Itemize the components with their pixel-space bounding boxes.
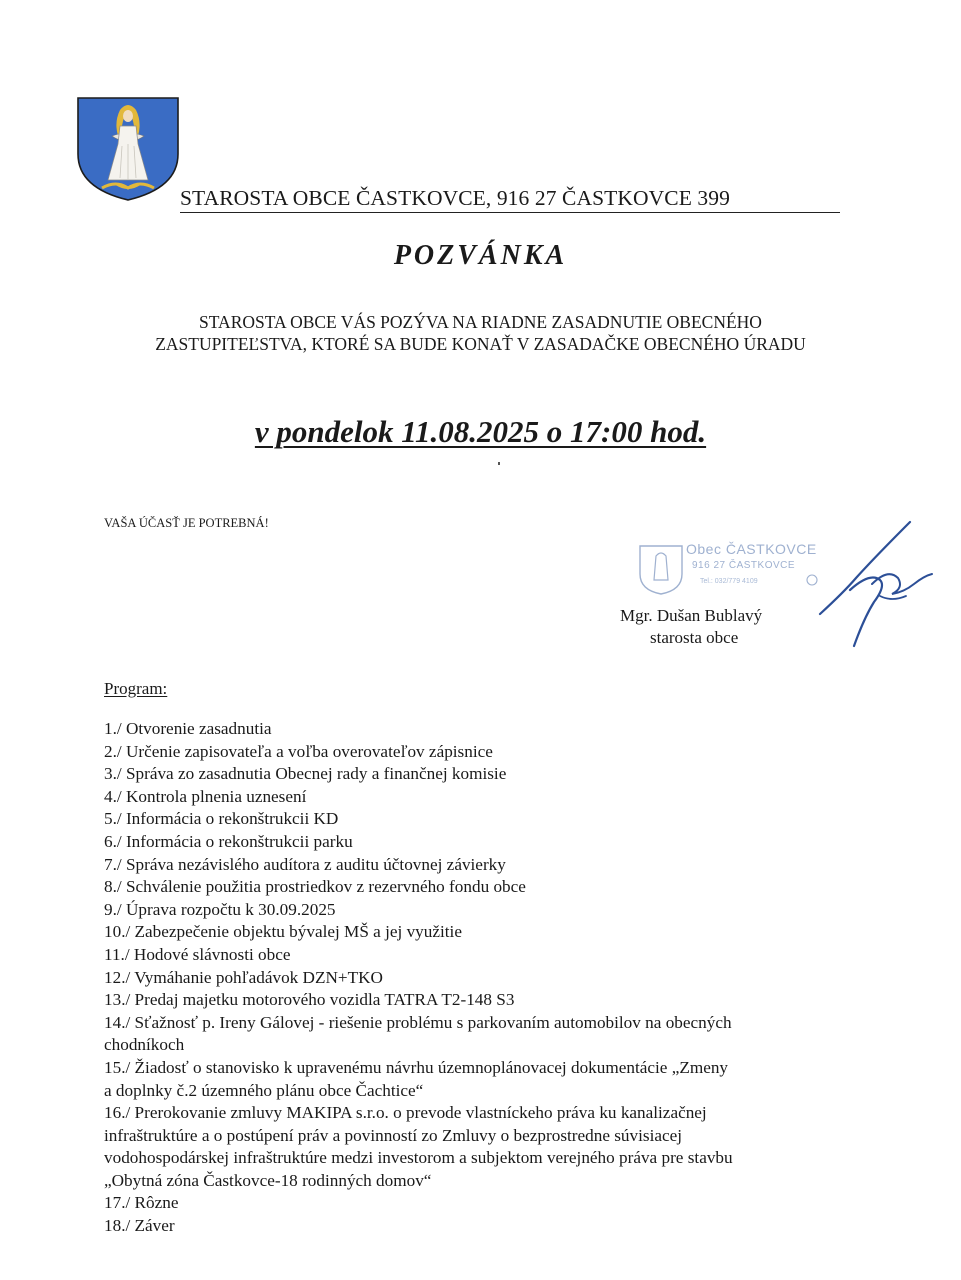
stamp-text-line-1: Obec ČASTKOVCE (686, 541, 817, 557)
authority-header: STAROSTA OBCE ČASTKOVCE, 916 27 ČASTKOVCE 399 (180, 186, 730, 210)
attendance-note: VAŠA ÚČASŤ JE POTREBNÁ! (104, 516, 269, 530)
agenda-item: 8./ Schválenie použitia prostriedkov z rezervného fondu obce (104, 877, 526, 897)
agenda-item: 14./ Sťažnosť p. Ireny Gálovej - riešenie problému s parkovaním automobilov na obecných (104, 1012, 732, 1032)
meeting-datetime: v pondelok 11.08.2025 o 17:00 hod. (254, 414, 707, 449)
agenda-item: 1./ Otvorenie zasadnutia (104, 719, 272, 738)
document-title: POZVÁNKA (393, 240, 568, 271)
header-divider (180, 212, 840, 213)
agenda-item: 18./ Záver (104, 1216, 175, 1236)
agenda-list (104, 718, 824, 1238)
handwritten-signature (814, 518, 936, 650)
scan-speck (498, 462, 500, 465)
program-heading: Program: (104, 679, 168, 698)
signatory-title: starosta obce (650, 628, 739, 647)
stamp-text-line-3: Tel.: 032/779 4109 (700, 578, 758, 585)
agenda-item: 13./ Predaj majetku motorového vozidla TATRA T2-148 S3 (104, 990, 515, 1010)
intro-line-2: ZASTUPITEĽSTVA, KTORÉ SA BUDE KONAŤ V ZASADAČKE OBECNÉHO ÚRADU (155, 334, 806, 354)
agenda-item-continuation: vodohospodárskej infraštruktúre medzi investorom a subjektom verejného práva pre stavbu (104, 1148, 733, 1168)
agenda-item: 9./ Úprava rozpočtu k 30.09.2025 (104, 899, 336, 919)
intro-line-1: STAROSTA OBCE VÁS POZÝVA NA RIADNE ZASADNUTIE OBECNÉHO (199, 312, 762, 332)
agenda-item: 4./ Kontrola plnenia uznesení (104, 786, 307, 806)
stamp-text-line-2: 916 27 ČASTKOVCE (692, 560, 796, 571)
signatory-name: Mgr. Dušan Bublavý (620, 606, 763, 625)
agenda-item: 10./ Zabezpečenie objektu bývalej MŠ a jej využitie (104, 922, 462, 942)
agenda-item: 16./ Prerokovanie zmluvy MAKIPA s.r.o. o prevode vlastníckeho práva ku kanalizačnej (104, 1103, 707, 1123)
coat-of-arms-icon (76, 96, 180, 202)
agenda-item-continuation: a doplnky č.2 územného plánu obce Čachtice“ (104, 1080, 424, 1100)
agenda-item: 3./ Správa zo zasadnutia Obecnej rady a finančnej komisie (104, 764, 507, 784)
agenda-item: 12./ Vymáhanie pohľadávok DZN+TKO (104, 967, 383, 987)
agenda-item: 7./ Správa nezávislého audítora z auditu účtovnej závierky (104, 854, 506, 874)
agenda-item: 17./ Rôzne (104, 1193, 179, 1213)
agenda-item-continuation: „Obytná zóna Častkovce-18 rodinných domov“ (104, 1170, 432, 1190)
agenda-item: 5./ Informácia o rekonštrukcii KD (104, 809, 339, 829)
agenda-item: 15./ Žiadosť o stanovisko k upravenému návrhu územnoplánovacej dokumentácie „Zmeny (104, 1057, 729, 1077)
agenda-item-continuation: chodníkoch (104, 1035, 185, 1055)
agenda-item-continuation: infraštruktúre a o postúpení práv a povinností zo Zmluvy o bezprostredne súvisiacej (104, 1125, 683, 1145)
agenda-item: 2./ Určenie zapisovateľa a voľba overovateľov zápisnice (104, 741, 493, 761)
agenda-item: 6./ Informácia o rekonštrukcii parku (104, 831, 353, 851)
agenda-item: 11./ Hodové slávnosti obce (104, 944, 291, 964)
